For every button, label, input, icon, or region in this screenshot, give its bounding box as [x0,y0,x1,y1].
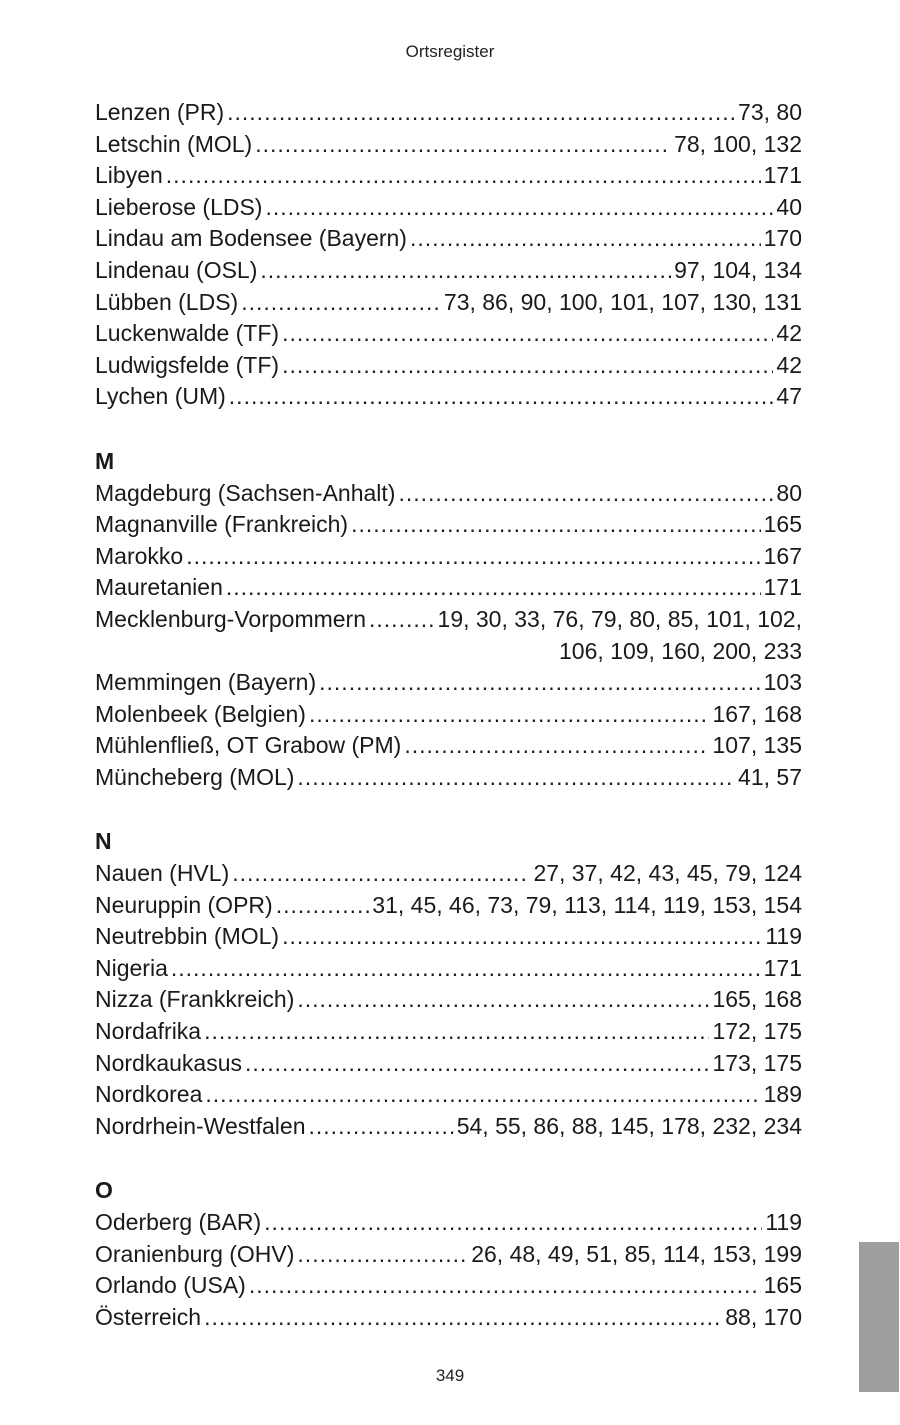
entry-place: Österreich [95,1303,202,1330]
entry-pages: 73, 86, 90, 100, 101, 107, 130, 131 [443,288,802,315]
index-group-l [95,97,802,413]
entry-place: Luckenwalde (TF) [95,320,280,347]
index-entry [95,1207,802,1239]
leader-dots [319,667,760,699]
running-head: Ortsregister [405,42,495,61]
index-group-o [95,1175,802,1333]
entry-pages: 165 [763,1272,802,1299]
entry-place: Magdeburg (Sachsen-Anhalt) [95,479,396,506]
leader-dots [249,1270,761,1302]
entry-place: Lindenau (OSL) [95,256,258,283]
entry-place: Nordkaukasus [95,1049,243,1076]
index-group-m [95,446,802,794]
leader-dots [282,350,773,382]
leader-dots [166,160,761,192]
entry-place: Lenzen (PR) [95,99,225,125]
entry-pages: 119 [765,1209,802,1235]
entry-place: Molenbeek (Belgien) [95,700,306,727]
leader-dots [369,604,435,636]
thumb-index-tab [859,1242,899,1392]
entry-place: Mühlenfließ, OT Grabow (PM) [95,732,402,759]
index-entry [95,762,802,794]
index-entry [95,287,802,319]
entry-pages: 97, 104, 134 [674,256,802,283]
index-entry [95,223,802,255]
index-entry [95,1079,802,1111]
entry-place: Libyen [95,162,163,189]
leader-dots [282,921,762,953]
leader-dots [204,1302,722,1334]
index-entry [95,160,802,192]
leader-dots [255,129,671,161]
index-entry [95,858,802,890]
entry-place: Lieberose (LDS) [95,193,263,220]
leader-dots [410,223,761,255]
leader-dots [265,192,773,224]
index-entry [95,984,802,1016]
entry-pages: 167 [763,542,802,569]
leader-dots [264,1207,762,1239]
entry-pages: 73, 80 [738,99,802,125]
entry-pages: 165, 168 [712,986,802,1013]
entry-place: Ludwigsfelde (TF) [95,351,280,378]
entry-pages: 171 [763,162,802,189]
entry-place: Nauen (HVL) [95,860,230,887]
leader-dots [232,858,530,890]
entry-pages: 78, 100, 132 [674,130,802,157]
entry-pages: 170 [763,225,802,252]
entry-pages: 54, 55, 86, 88, 145, 178, 232, 234 [456,1112,802,1139]
index-entry [95,1302,802,1334]
index-group-n [95,826,802,1142]
index-entry [95,1111,802,1143]
index-entry [95,129,802,161]
index-entry [95,730,802,762]
leader-dots [229,381,774,413]
entry-pages: 27, 37, 42, 43, 45, 79, 124 [533,860,802,887]
leader-dots [309,1111,454,1143]
entry-pages: 189 [763,1081,802,1108]
page-number: 349 [435,1366,465,1385]
entry-place: Lübben (LDS) [95,288,239,315]
entry-pages: 107, 135 [712,732,802,759]
index-entry [95,699,802,731]
index-entry [95,509,802,541]
entry-place: Magnanville (Frankreich) [95,511,349,538]
entry-pages: 103 [763,669,802,696]
index-entry [95,478,802,510]
leader-dots [226,572,761,604]
leader-dots [186,541,760,573]
leader-dots [404,730,709,762]
entry-place: Oderberg (BAR) [95,1209,262,1235]
entry-place: Nordkorea [95,1081,203,1108]
index-entry [95,604,802,636]
entry-pages: 42 [776,320,802,347]
index-entry [95,1239,802,1271]
entry-pages: 19, 30, 33, 76, 79, 80, 85, 101, 102, [437,605,802,632]
index-entry [95,921,802,953]
index-entry [95,1270,802,1302]
entry-place: Oranienburg (OHV) [95,1240,295,1267]
leader-dots [309,699,710,731]
index-entry [95,953,802,985]
entry-place: Marokko [95,542,184,569]
place-index [95,97,802,1333]
entry-pages: 171 [763,574,802,601]
entry-place: Nigeria [95,954,168,981]
leader-dots [227,97,735,129]
entry-place: Nordrhein-Westfalen [95,1112,306,1139]
entry-place: Nordafrika [95,1018,202,1045]
entry-place: Letschin (MOL) [95,130,253,157]
entry-place: Nizza (Frankkreich) [95,986,295,1013]
entry-place: Lychen (UM) [95,383,226,410]
entry-place: Orlando (USA) [95,1272,246,1299]
entry-place: Mecklenburg-Vorpommern [95,605,367,632]
index-entry [95,255,802,287]
index-entry [95,1016,802,1048]
entry-pages: 31, 45, 46, 73, 79, 113, 114, 119, 153, 154 [372,891,802,918]
index-entry [95,1048,802,1080]
leader-dots [297,1239,468,1271]
entry-place: Mauretanien [95,574,223,601]
index-entry [95,572,802,604]
leader-dots [205,1079,760,1111]
entry-pages: 47 [776,383,802,410]
leader-dots [260,255,671,287]
entry-pages: 40 [776,193,802,220]
leader-dots [398,478,773,510]
entry-place: Müncheberg (MOL) [95,763,295,790]
index-entry [95,381,802,413]
leader-dots [351,509,761,541]
index-entry [95,667,802,699]
entry-pages: 167, 168 [712,700,802,727]
entry-place: Neutrebbin (MOL) [95,923,280,950]
letter-heading: M [95,447,115,474]
entry-pages: 88, 170 [725,1303,802,1330]
entry-pages: 41, 57 [738,763,802,790]
leader-dots [245,1048,709,1080]
entry-pages: 26, 48, 49, 51, 85, 114, 153, 199 [471,1240,802,1267]
entry-pages: 171 [763,954,802,981]
letter-heading: O [95,1177,113,1204]
leader-dots [276,890,370,922]
entry-pages: 165 [763,511,802,538]
index-entry [95,350,802,382]
index-entry [95,97,802,129]
entry-pages: 119 [765,923,802,950]
leader-dots [297,984,709,1016]
letter-heading: N [95,828,112,855]
entry-pages: 80 [776,479,802,506]
leader-dots [241,287,441,319]
leader-dots [297,762,735,794]
entry-place: Memmingen (Bayern) [95,669,317,696]
entry-place: Neuruppin (OPR) [95,891,273,918]
entry-pages: 173, 175 [712,1049,802,1076]
entry-pages: 42 [776,351,802,378]
index-entry [95,318,802,350]
index-entry [95,541,802,573]
entry-place: Lindau am Bodensee (Bayern) [95,225,407,252]
entry-pages-continuation: 106, 109, 160, 200, 233 [559,637,802,664]
index-entry [95,192,802,224]
entry-pages: 172, 175 [712,1018,802,1045]
index-entry [95,890,802,922]
leader-dots [204,1016,709,1048]
leader-dots [171,953,761,985]
leader-dots [282,318,773,350]
